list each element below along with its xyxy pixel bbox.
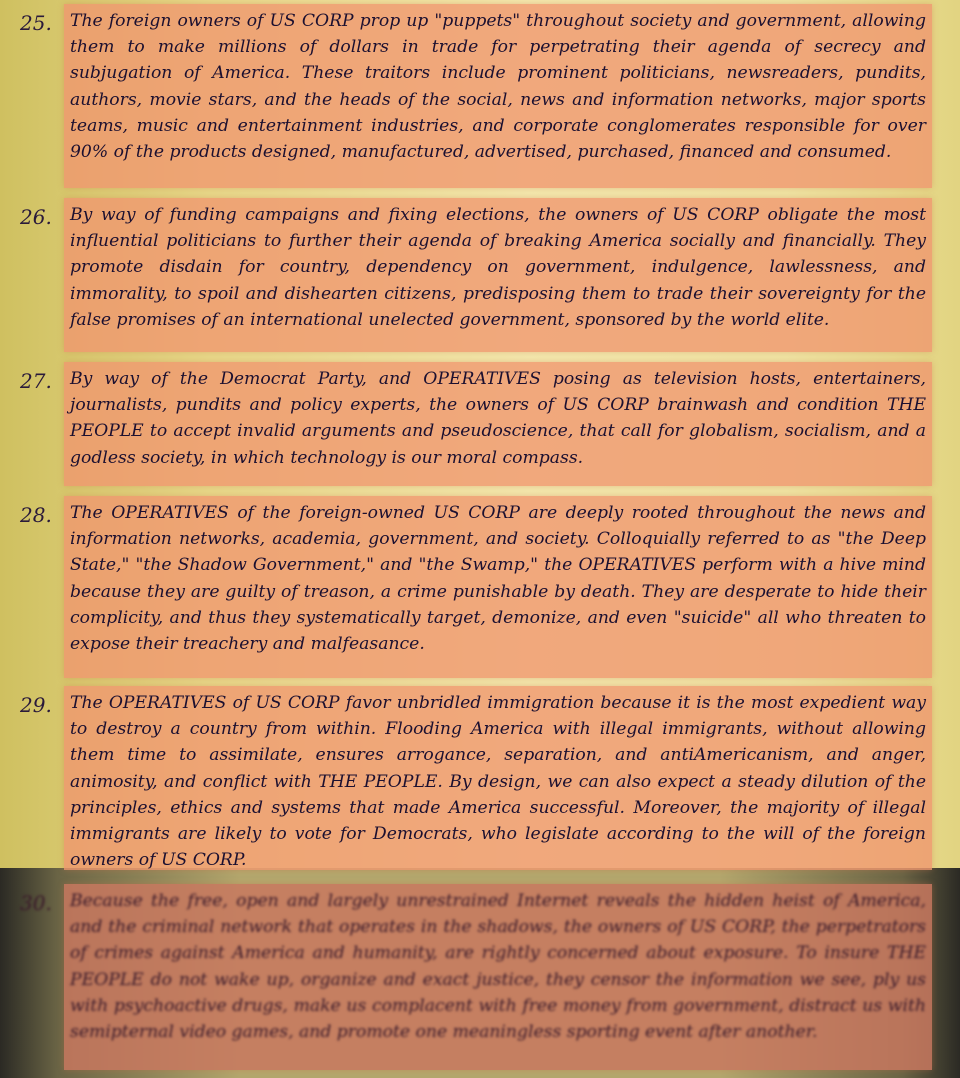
item-number: 28. [20, 503, 52, 527]
item-number: 26. [20, 205, 52, 229]
item-number: 30. [20, 891, 52, 915]
item-number: 29. [20, 693, 52, 717]
item-text: The foreign owners of US CORP prop up "puppets" throughout society and government, allowing them to make millions of dollars in trade for perpetrating their agenda of secrecy and subjugation of America. These traitors include prominent politicians, newsreaders, pundits, authors, movie stars, and the heads of the social, news and information networks, major sports teams, music and entertainment industries, and corporate conglomerates responsible for over 90% of the products designed, manufactured, advertised, purchased, financed and consumed. [70, 11, 926, 163]
item-text: By way of funding campaigns and fixing elections, the owners of US CORP obligate the most influential politicians to further their agenda of breaking America socially and financially. They promote disdain for country, dependency on government, indulgence, lawlessness, and immorality, to spoil and dishearten citizens, predisposing them to trade their sovereignty for the false promises of an international unelected government, sponsored by the world elite. [70, 205, 926, 330]
item-text: By way of the Democrat Party, and OPERATIVES posing as television hosts, entertainers, journalists, pundits and policy experts, the owners of US CORP brainwash and condition THE PEOPLE to accept invalid arguments and pseudoscience, that call for globalism, socialism, and a godless society, in which technology is our moral compass. [70, 369, 926, 468]
list-item-25 [0, 4, 960, 188]
list-item-28 [0, 496, 960, 678]
item-number: 27. [20, 369, 52, 393]
item-text: Because the free, open and largely unrestrained Internet reveals the hidden heist of America, and the criminal network that operates in the shadows, the owners of US CORP, the perpetrators of crimes against America and humanity, are rightly concerned about exposure. To insure THE PEOPLE do not wake up, organize and exact justice, they censor the information we see, ply us with psychoactive drugs, make us complacent with free money from government, distract us with semipternal video games, and promote one meaningless sporting event after another. [70, 891, 926, 1043]
list-item-30 [0, 884, 960, 1070]
list-item-29 [0, 686, 960, 870]
item-text: The OPERATIVES of US CORP favor unbridled immigration because it is the most expedient way to destroy a country from within. Flooding America with illegal immigrants, without allowing them time to assimilate, ensures arrogance, separation, and antiAmericanism, and anger, animosity, and conflict with THE PEOPLE. By design, we can also expect a steady dilution of the principles, ethics and systems that made America successful. Moreover, the majority of illegal immigrants are likely to vote for Democrats, who legislate according to the will of the foreign owners of US CORP. [70, 693, 926, 871]
item-number: 25. [20, 11, 52, 35]
list-item-26 [0, 198, 960, 352]
item-text: The OPERATIVES of the foreign-owned US CORP are deeply rooted throughout the news and information networks, academia, government, and society. Colloquially referred to as "the Deep State," "the Shadow Government," and "the Swamp," the OPERATIVES perform with a hive mind because they are guilty of treason, a crime punishable by death. They are desperate to hide their complicity, and thus they systematically target, demonize, and even "suicide" all who threaten to expose their treachery and malfeasance. [70, 503, 926, 655]
list-item-27 [0, 362, 960, 486]
